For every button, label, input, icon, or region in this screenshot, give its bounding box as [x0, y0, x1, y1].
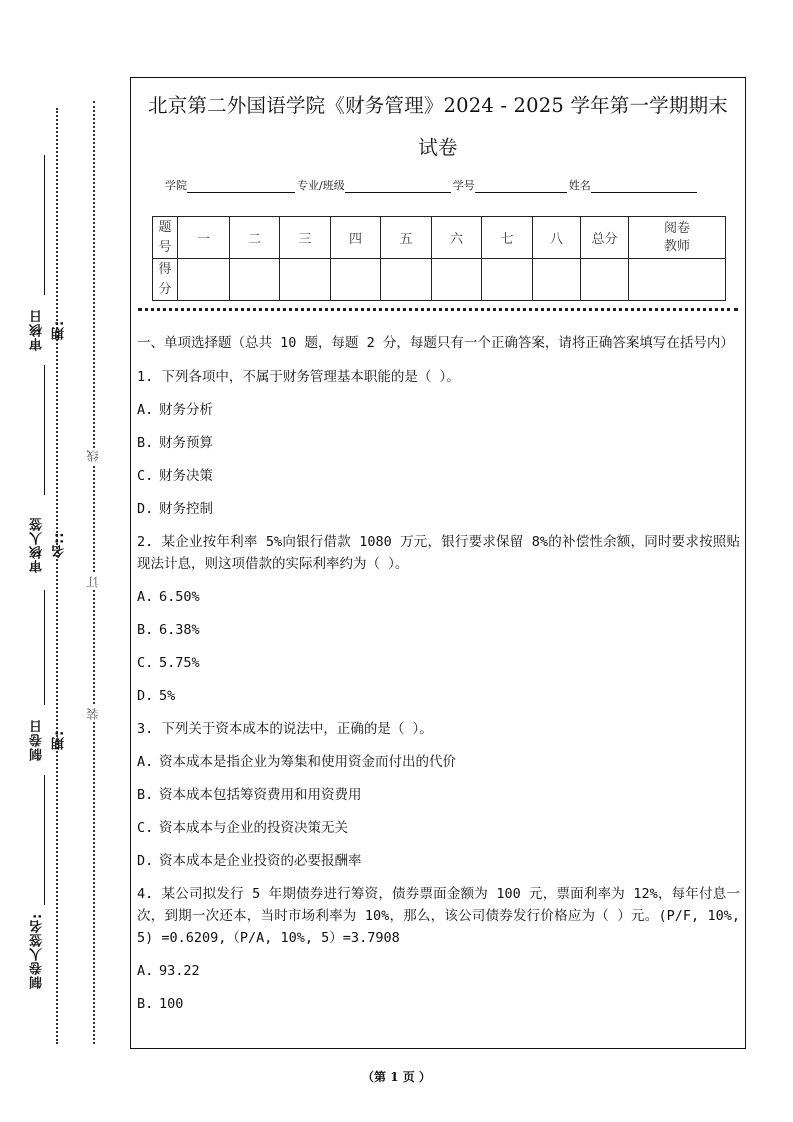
preparer-signature-label: 制卷人签名: — [27, 912, 49, 990]
cut-mark-mount: 装 — [86, 708, 100, 720]
option-item[interactable] — [137, 619, 740, 641]
col-5: 五 — [381, 217, 432, 259]
col-1: 一 — [178, 217, 230, 259]
cut-mark-line: 线 — [86, 450, 100, 462]
option-item[interactable] — [137, 685, 740, 707]
grader-header — [629, 217, 726, 259]
score-table-score-row — [153, 259, 726, 301]
major-class-field[interactable] — [345, 179, 451, 193]
option-item[interactable] — [137, 498, 740, 520]
option-text: 财务分析 — [159, 402, 213, 418]
option-text: 6.38% — [159, 622, 200, 638]
score-cell-7[interactable] — [482, 259, 533, 301]
option-letter: D. — [137, 853, 154, 869]
question-stem: 4. 某公司拟发行 5 年期债券进行筹资，债券票面金额为 100 元，票面利率为 12%，每年付息一次，到期一次还本，当时市场利率为 10%，那么，该公司债券发行价格应为（ ）元。(P/F, 10%, 5) =0.6209,（P/A, 10%, 5）=3.7908 — [137, 886, 740, 946]
signature-line — [44, 155, 45, 295]
student-info-row — [165, 175, 725, 193]
option-letter: B. — [137, 435, 154, 451]
option-item[interactable] — [137, 751, 740, 773]
college-label: 学院 — [165, 179, 187, 192]
score-cell-4[interactable] — [331, 259, 381, 301]
exam-content — [137, 332, 740, 1026]
binding-dotted-line-inner — [93, 101, 95, 1044]
option-letter: B. — [137, 787, 154, 803]
signature-line — [44, 365, 45, 495]
exam-title: 北京第二外国语学院《财务管理》2024 - 2025 学年第一学期期末 — [148, 94, 728, 117]
score-table — [152, 216, 726, 301]
name-label: 姓名 — [568, 179, 591, 192]
question-number-header: 题号 — [153, 217, 178, 259]
score-header: 得分 — [153, 259, 178, 301]
section-heading: 一、单项选择题（总共 10 题，每题 2 分，每题只有一个正确答案，请将正确答案填写在括号内） — [137, 335, 734, 351]
option-text: 资本成本是企业投资的必要报酬率 — [159, 853, 362, 869]
score-cell-5[interactable] — [381, 259, 432, 301]
option-text: 100 — [159, 996, 184, 1012]
question-stem: 2. 某企业按年利率 5%向银行借款 1080 万元，银行要求保留 8%的补偿性余额，同时要求按照贴现法计息，则这项借款的实际利率约为（ ）。 — [137, 534, 740, 572]
option-letter: A. — [137, 402, 154, 418]
score-cell-1[interactable] — [178, 259, 230, 301]
option-item[interactable] — [137, 652, 740, 674]
option-letter: C. — [137, 820, 154, 836]
col-total: 总分 — [581, 217, 629, 259]
score-cell-3[interactable] — [280, 259, 331, 301]
exam-page-frame — [130, 77, 746, 1049]
score-cell-total[interactable] — [581, 259, 629, 301]
score-cell-8[interactable] — [533, 259, 581, 301]
option-item[interactable] — [137, 817, 740, 839]
option-item[interactable] — [137, 432, 740, 454]
page-number: （第 1 页 ） — [362, 1070, 431, 1084]
score-cell-6[interactable] — [432, 259, 482, 301]
col-6: 六 — [432, 217, 482, 259]
option-item[interactable] — [137, 850, 740, 872]
option-item[interactable] — [137, 960, 740, 982]
option-letter: D. — [137, 688, 154, 704]
option-text: 5.75% — [159, 655, 200, 671]
col-2: 二 — [230, 217, 280, 259]
option-text: 6.50% — [159, 589, 200, 605]
option-item[interactable] — [137, 399, 740, 421]
binding-dotted-line-outer — [56, 108, 58, 1044]
col-7: 七 — [482, 217, 533, 259]
option-item[interactable] — [137, 993, 740, 1015]
student-id-field[interactable] — [475, 179, 567, 193]
option-letter: A. — [137, 589, 154, 605]
option-item[interactable] — [137, 586, 740, 608]
college-field[interactable] — [187, 179, 295, 193]
option-letter: C. — [137, 655, 154, 671]
option-item[interactable] — [137, 784, 740, 806]
question-stem: 1. 下列各项中，不属于财务管理基本职能的是（ ）。 — [137, 369, 460, 385]
score-cell-grader[interactable] — [629, 259, 726, 301]
exam-title-continued: 试卷 — [418, 136, 458, 159]
prepare-date-label: 制卷日期: — [27, 710, 49, 770]
grader-header-text: 阅卷教师 — [663, 220, 690, 254]
option-letter: A. — [137, 963, 154, 979]
option-letter: A. — [137, 754, 154, 770]
option-text: 93.22 — [159, 963, 200, 979]
col-4: 四 — [331, 217, 381, 259]
signature-line — [44, 590, 45, 705]
option-letter: B. — [137, 996, 154, 1012]
cut-mark-bind: 订 — [86, 576, 100, 588]
signature-line — [44, 775, 45, 905]
score-cell-2[interactable] — [230, 259, 280, 301]
reviewer-signature-label: 审核人签名:: — [27, 505, 49, 585]
option-text: 财务控制 — [159, 501, 213, 517]
option-text: 资本成本是指企业为筹集和使用资金而付出的代价 — [159, 754, 456, 770]
col-3: 三 — [280, 217, 331, 259]
option-text: 资本成本包括筹资费用和用资费用 — [159, 787, 362, 803]
option-item[interactable] — [137, 465, 740, 487]
option-letter: B. — [137, 622, 154, 638]
name-field[interactable] — [591, 179, 697, 193]
option-text: 5% — [159, 688, 176, 704]
option-letter: D. — [137, 501, 154, 517]
major-class-label: 专业/班级 — [297, 179, 345, 192]
question-stem: 3. 下列关于资本成本的说法中，正确的是（ ）。 — [137, 721, 433, 737]
review-date-label: 审核日期: — [27, 300, 49, 360]
separator-dotted-line — [138, 308, 738, 311]
option-text: 资本成本与企业的投资决策无关 — [159, 820, 348, 836]
student-id-label: 学号 — [452, 179, 475, 192]
option-text: 财务预算 — [159, 435, 213, 451]
option-letter: C. — [137, 468, 154, 484]
score-table-header-row — [153, 217, 726, 259]
col-8: 八 — [533, 217, 581, 259]
option-text: 财务决策 — [159, 468, 213, 484]
